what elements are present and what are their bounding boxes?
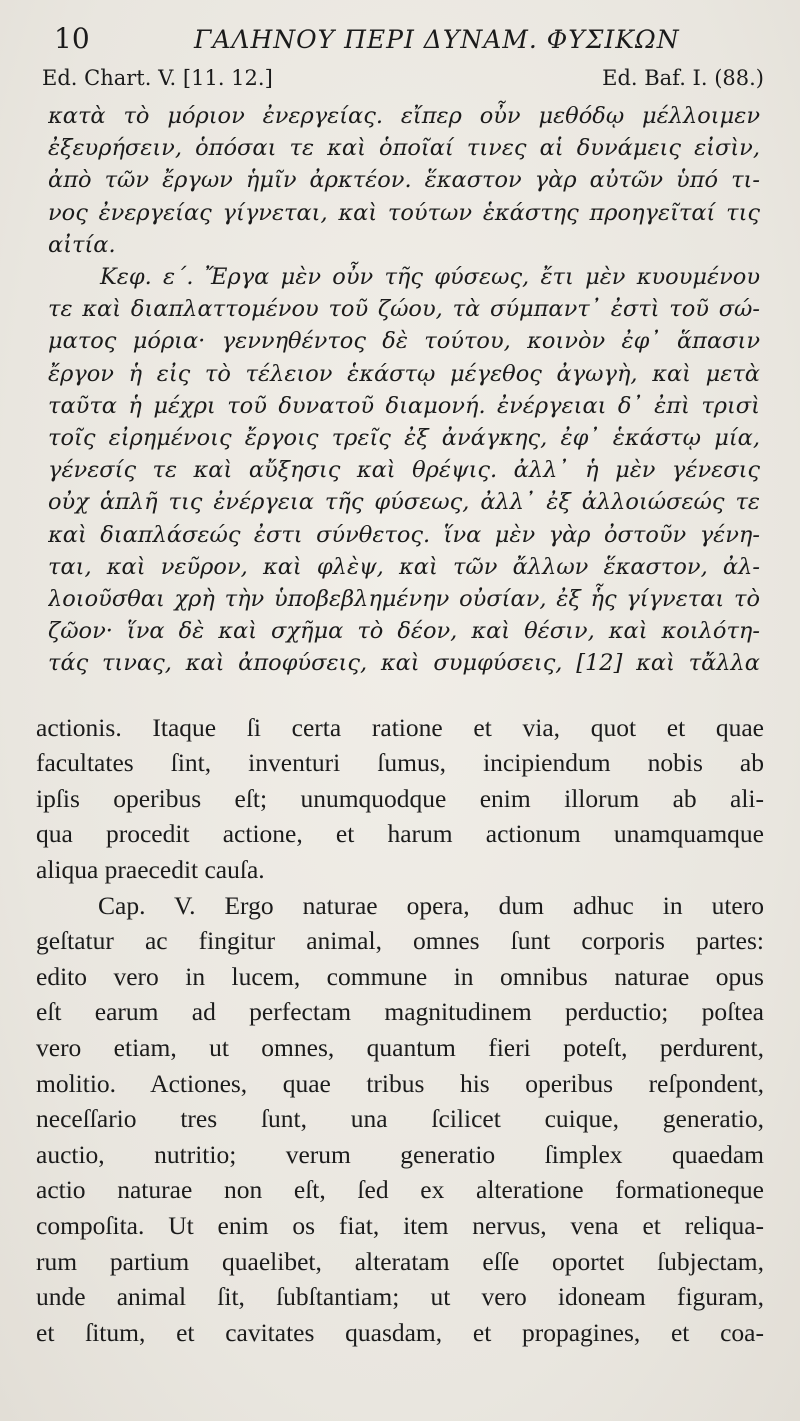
page-number: 10 [54,22,90,55]
latin-line: eſt earum ad perfectam magnitudinem perductio; poſtea [36,997,764,1027]
greek-line: τάς τινας, καὶ ἀποφύσεις, καὶ συμφύσεις, [12] καὶ τἄλλα [48,650,760,677]
greek-line: νος ἐνεργείας γίγνεται, καὶ τούτων ἑκάστης προηγεῖταί τις [48,199,760,226]
latin-line: geſtatur ac fingitur animal, omnes ſunt corporis partes: [36,926,764,956]
greek-line: ἔργον ἡ εἰς τὸ τέλειον ἑκάστῳ μέγεθος ἀγωγὴ, καὶ μετὰ [48,360,760,387]
latin-line: aliqua praecedit cauſa. [36,855,265,885]
page-header [36,22,764,66]
greek-text-block [36,100,764,680]
latin-chapter-heading-line: Cap. V. Ergo naturae opera, dum adhuc in utero [98,890,764,920]
greek-line: ται, καὶ νεῦρον, καὶ φλὲψ, καὶ τῶν ἄλλων ἕκαστον, ἀλ- [48,553,760,580]
edition-reference-right: Ed. Baf. I. (88.) [602,66,764,90]
greek-line: καὶ διαπλάσεώς ἐστι σύνθετος. ἵνα μὲν γὰρ ὀστοῦν γένη- [48,521,760,548]
greek-line: τε καὶ διαπλαττομένου τοῦ ζώου, τὰ σύμπαντ᾽ ἐστὶ τοῦ σώ- [48,296,760,323]
latin-line: et ſitum, et cavitates quasdam, et propagines, et coa- [36,1317,764,1347]
greek-line: ἀπὸ τῶν ἔργων ἡμῖν ἀρκτέον. ἕκαστον γὰρ αὐτῶν ὑπό τι- [48,167,760,194]
greek-line: κατὰ τὸ μόριον ἐνεργείας. εἴπερ οὖν μεθόδῳ μέλλοιμεν [48,103,760,129]
edition-reference-left: Ed. Chart. V. [11. 12.] [42,66,273,90]
latin-line: vero etiam, ut omnes, quantum fieri poteſt, perdurent, [36,1033,764,1062]
latin-line: molitio. Actiones, quae tribus his operibus reſpondent, [36,1068,764,1098]
latin-line: actionis. Itaque ſi certa ratione et via, quot et quae [36,712,764,742]
greek-line: τοῖς εἰρημένοις ἔργοις τρεῖς ἐξ ἀνάγκης, ἐφ᾽ ἑκάστῳ μία, [48,425,760,452]
latin-line: edito vero in lucem, commune in omnibus naturae opus [36,961,764,991]
latin-line: rum partium quaelibet, alteratam eſſe oportet ſubjectam, [36,1246,764,1276]
latin-line: unde animal ſit, ſubſtantiam; ut vero idoneam figuram, [36,1282,764,1312]
greek-line: ζῶον· ἵνα δὲ καὶ σχῆμα τὸ δέον, καὶ θέσιν, καὶ κοιλότη- [48,618,760,645]
latin-line: qua procedit actione, et harum actionum unamquamque [36,819,764,849]
edition-reference-line [36,66,764,100]
greek-line: ματος μόρια· γεννηθέντος δὲ τούτου, κοινὸν ἐφ᾽ ἅπασιν [48,328,760,355]
greek-line: λοιοῦσθαι χρὴ τὴν ὑποβεβλημένην οὐσίαν, ἐξ ἧς γίγνεται τὸ [48,586,760,613]
greek-line: αἰτία. [48,231,116,258]
greek-line: ταῦτα ἡ μέχρι τοῦ δυνατοῦ διαμονή. ἐνέργειαι δ᾽ ἐπὶ τρισὶ [48,392,760,419]
latin-line: auctio, nutritio; verum generatio ſimplex quaedam [36,1139,764,1169]
greek-line: οὐχ ἁπλῆ τις ἐνέργεια τῆς φύσεως, ἀλλ᾽ ἐξ ἀλλοιώσεώς τε [48,489,760,516]
latin-text-block [36,710,764,1351]
latin-line: neceſſario tres ſunt, una ſcilicet cuique, generatio, [36,1104,764,1134]
latin-line: facultates ſint, inventuri ſumus, incipiendum nobis ab [36,748,764,778]
latin-line: actio naturae non eſt, ſed ex alteratione formationeque [36,1175,764,1205]
greek-line: ἐξευρήσειν, ὁπόσαι τε καὶ ὁποῖαί τινες αἱ δυνάμεις εἰσὶν, [48,135,760,162]
latin-line: compoſita. Ut enim os fiat, item nervus, vena et reliqua- [36,1210,764,1240]
greek-line: γένεσίς τε καὶ αὔξησις καὶ θρέψις. ἀλλ᾽ ἡ μὲν γένεσις [48,457,760,484]
running-title: ΓΑΛΗΝΟΥ ΠΕΡΙ ΔΥΝΑΜ. ΦΥΣΙΚΩΝ [194,25,680,54]
latin-line: ipſis operibus eſt; unumquodque enim illorum ab ali- [36,783,764,813]
greek-chapter-heading-line: Κεφ. ε΄. Ἔργα μὲν οὖν τῆς φύσεως, ἔτι μὲν κυουμένου [100,264,760,291]
